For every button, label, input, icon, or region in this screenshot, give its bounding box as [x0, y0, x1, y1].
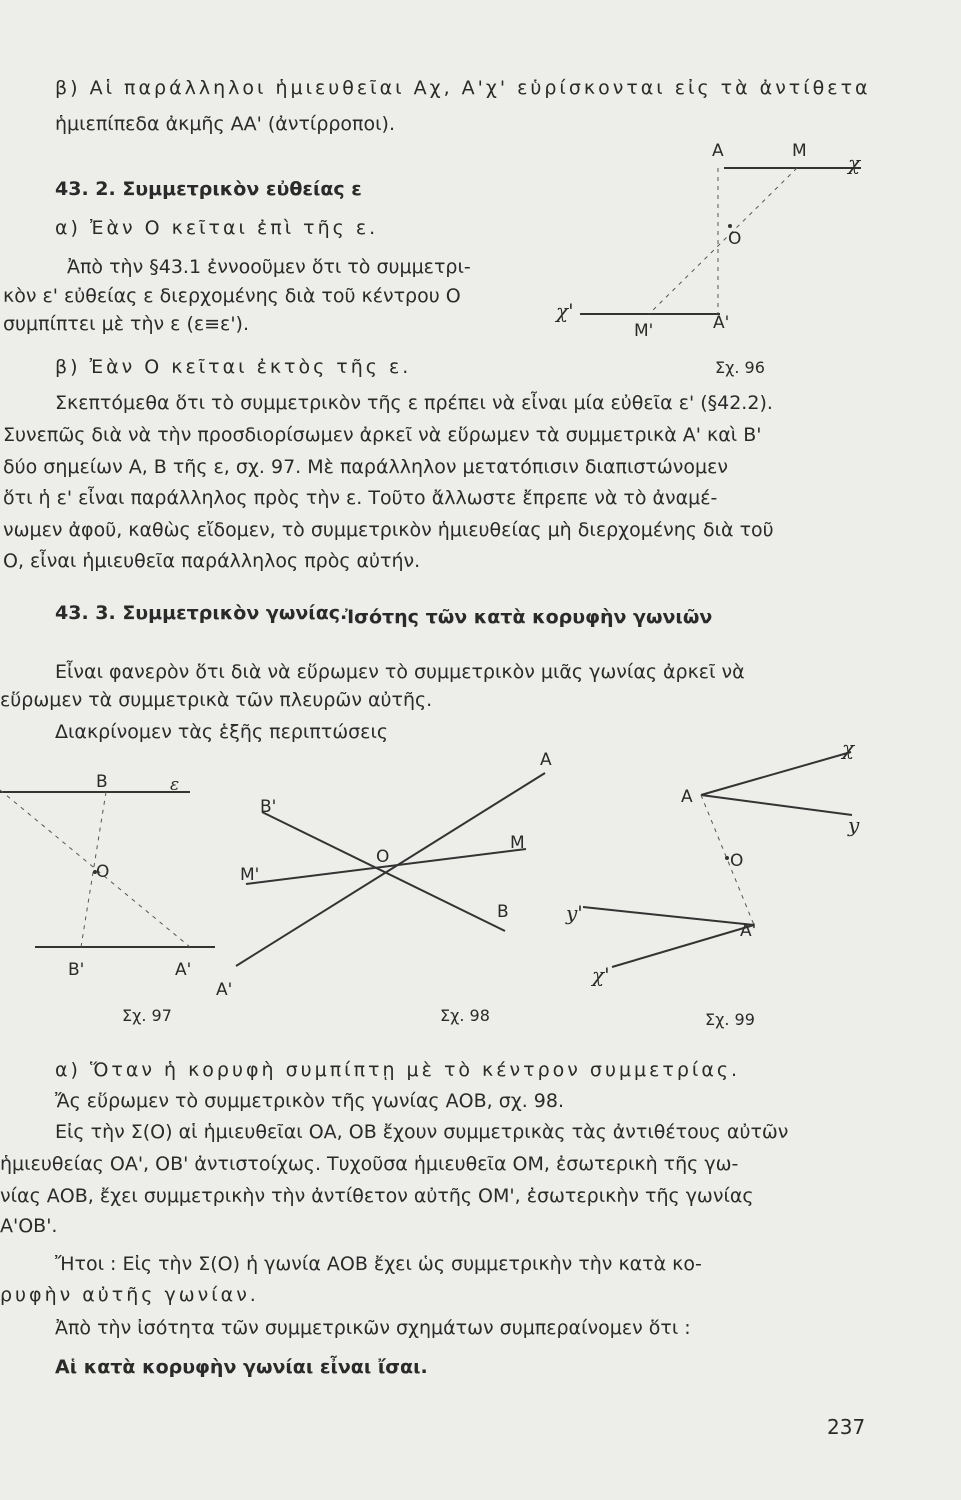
text-line: α) Ὅταν ἡ κορυφὴ συμπίπτῃ μὲ τὸ κέντρον συμμετρίας. — [55, 1059, 741, 1081]
label-a-prime: Α' — [216, 980, 233, 1000]
text-line: α) Ἐὰν Ο κεῖται ἐπὶ τῆς ε. — [55, 217, 379, 239]
label-y-prime: y' — [566, 901, 583, 925]
ray-a-prime-y-prime — [583, 907, 754, 925]
segment-aa-prime — [701, 795, 754, 925]
label-m-prime: Μ' — [634, 321, 654, 341]
label-x: χ — [848, 151, 861, 175]
label-o: Ο — [728, 229, 742, 249]
conclusion-bold: Αἱ κατὰ κορυφὴν γωνίαι εἶναι ἴσαι. — [55, 1356, 428, 1378]
text-line: εὕρωμεν τὰ συμμετρικὰ τῶν πλευρῶν αὐτῆς. — [0, 689, 433, 711]
section-heading: 43. 2. Συμμετρικὸν εὐθείας ε — [55, 178, 362, 200]
figure-caption-96: Σχ. 96 — [715, 358, 765, 377]
text-line: ἡμιεπίπεδα ἀκμῆς ΑΑ' (ἀντίρροποι). — [55, 113, 396, 135]
text-line: νίας ΑΟΒ, ἔχει συμμετρικὴν τὴν ἀντίθετον αὐτῆς ΟΜ', ἐσωτερικὴν τῆς γωνίας — [0, 1185, 754, 1207]
text-line: ρυφὴν αὐτῆς γωνίαν. — [0, 1284, 259, 1306]
text-line: Ἄς εὕρωμεν τὸ συμμετρικὸν τῆς γωνίας ΑΟΒ, σχ. 98. — [55, 1090, 565, 1112]
label-x: χ — [842, 736, 855, 760]
label-x-prime: χ' — [592, 963, 610, 987]
ray-a-prime-x-prime — [612, 925, 754, 967]
label-b: Β — [497, 902, 509, 922]
section-heading: 43. 3. Συμμετρικὸν γωνίας. — [55, 602, 348, 624]
text-line: Ἀπὸ τὴν §43.1 ἐννοοῦμεν ὅτι τὸ συμμετρι- — [67, 256, 471, 278]
label-m-prime: Μ' — [240, 865, 260, 885]
text-line: Συνεπῶς διὰ νὰ τὴν προσδιορίσωμεν ἀρκεῖ νὰ εὕρωμεν τὰ συμμετρικὰ Α' καὶ Β' — [3, 424, 762, 446]
figure-caption-99: Σχ. 99 — [705, 1010, 755, 1029]
text-line: ὅτι ἡ ε' εἶναι παράλληλος πρὸς τὴν ε. Τοῦτο ἄλλωστε ἔπρεπε νὰ τὸ ἀναμέ- — [3, 487, 718, 509]
label-a-prime: Α' — [740, 921, 757, 941]
text-line: συμπίπτει μὲ τὴν ε (ε≡ε'). — [3, 313, 249, 335]
text-line: Εἰς τὴν Σ(Ο) αἱ ἡμιευθεῖαι ΟΑ, ΟΒ ἔχουν συμμετρικὰς τὰς ἀντιθέτους αὐτῶν — [55, 1121, 789, 1143]
text-line: β) Αἱ παράλληλοι ἡμιευθεῖαι Αχ, Α'χ' εὑρίσκονται εἰς τὰ ἀντίθετα — [55, 77, 871, 99]
label-a-prime: Α' — [175, 960, 192, 980]
ray-ax — [701, 752, 851, 795]
text-line: Α'ΟΒ'. — [0, 1215, 58, 1237]
label-b-prime: Β' — [260, 797, 277, 817]
label-o: Ο — [376, 847, 390, 867]
label-a: Α — [540, 750, 552, 770]
label-a: Α — [681, 787, 693, 807]
figure-caption-98: Σχ. 98 — [440, 1006, 490, 1025]
label-m: Μ — [792, 141, 807, 161]
text-line: Διακρίνομεν τὰς ἑξῆς περιπτώσεις — [55, 721, 389, 743]
text-line: κὸν ε' εὐθείας ε διερχομένης διὰ τοῦ κέντρου Ο — [3, 285, 461, 307]
text-line: νωμεν ἀφοῦ, καθὼς εἴδομεν, τὸ συμμετρικὸν ἡμιευθείας μὴ διερχομένης διὰ τοῦ — [3, 519, 774, 541]
text-line: Εἶναι φανερὸν ὅτι διὰ νὰ εὕρωμεν τὸ συμμετρικὸν μιᾶς γωνίας ἀρκεῖ νὰ — [55, 661, 745, 683]
center-point — [725, 856, 729, 860]
label-o: Ο — [96, 862, 110, 882]
label-y: y — [848, 813, 860, 837]
label-a: Α — [712, 141, 724, 161]
text-line: Σκεπτόμεθα ὅτι τὸ συμμετρικὸν τῆς ε πρέπει νὰ εἶναι μία εὐθεῖα ε' (§42.2). — [55, 392, 773, 414]
label-x-prime: χ' — [556, 299, 574, 323]
text-line: Ο, εἶναι ἡμιευθεῖα παράλληλος πρὸς αὐτήν. — [3, 550, 421, 572]
label-b-prime: Β' — [68, 960, 85, 980]
page-number: 237 — [827, 1415, 866, 1439]
ray-ay — [701, 795, 852, 815]
figure-caption-97: Σχ. 97 — [122, 1006, 172, 1025]
label-a-prime: Α' — [713, 313, 730, 333]
text-line: Ἀπὸ τὴν ἰσότητα τῶν συμμετρικῶν σχημάτων συμπεραίνομεν ὅτι : — [55, 1317, 691, 1339]
label-o: Ο — [730, 851, 744, 871]
text-line: β) Ἐὰν Ο κεῖται ἐκτὸς τῆς ε. — [55, 356, 412, 378]
text-line: δύο σημείων Α, Β τῆς ε, σχ. 97. Μὲ παράλληλον μετατόπισιν διαπιστώνομεν — [3, 456, 728, 478]
text-line: Ἤτοι : Εἰς τὴν Σ(Ο) ἡ γωνία ΑΟΒ ἔχει ὡς συμμετρικὴν τὴν κατὰ κο- — [55, 1253, 702, 1275]
label-b: Β — [96, 772, 108, 792]
label-m: Μ — [510, 833, 525, 853]
text-line: ἡμιευθείας ΟΑ', ΟΒ' ἀντιστοίχως. Τυχοῦσα ἡμιευθεῖα ΟΜ, ἐσωτερικὴ τῆς γω- — [0, 1153, 739, 1175]
section-heading-sub: Ἰσότης τῶν κατὰ κορυφὴν γωνιῶν — [345, 606, 713, 628]
label-e: ε — [170, 775, 180, 795]
